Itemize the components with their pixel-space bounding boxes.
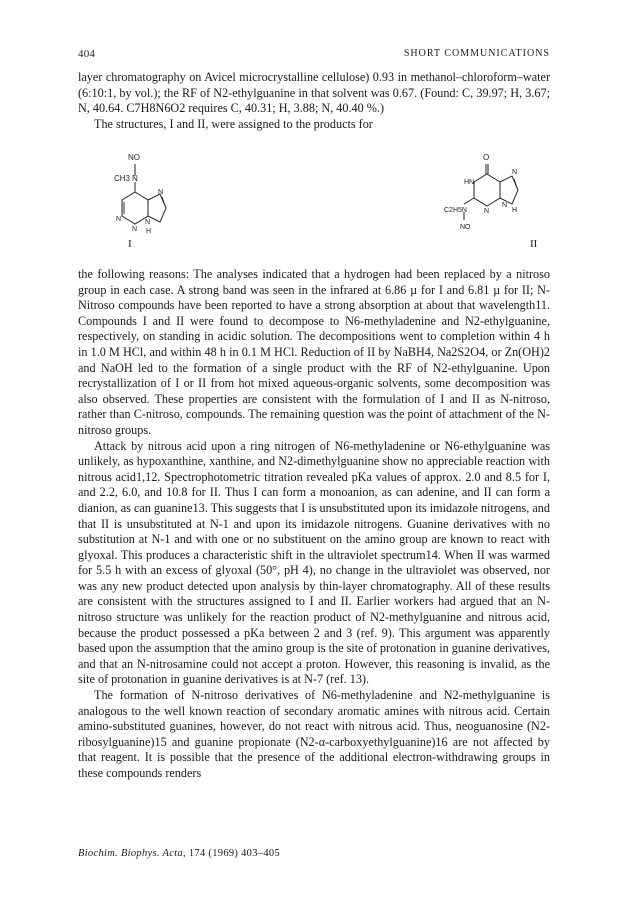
ring-nitrogen-label: N [145,219,151,226]
journal-footer [78,848,280,859]
structure-figure [78,150,550,262]
compound-i-structure [108,150,218,262]
compound-ii-label: II [530,238,538,250]
compound-i-label: I [128,238,132,250]
body-text [78,267,550,782]
ethylamino-label: C2H5N [444,207,467,214]
paragraph: Attack by nitrous acid upon a ring nitrogen of N6-methyladenine or N6-ethylguanine was unlikely, as hypoxanthine, xanthine, and N2-dimethylguanine show no appreciable reaction with nitrous acid1,12. Spectrophotometric titration revealed pKa values of approx. 2.0 and 8.5 for I, and 2.2, 6.0, and 10.8 for II. Thus I can form a monoanion, as can adenine, and II can form a dianion, as can guanine13. This suggests that I is unsubstituted upon its imidazole nitrogens, and that II is unsubstituted at N-1 and upon its imidazole nitrogens. Guanine derivatives with no substitution at N-1 and with one or no substituent on the amino group are known to react with glyoxal. This produces a characteristic shift in the ultraviolet spectrum14. When II was warmed for 5.5 h with an excess of glyoxal (50°, pH 4), no change in the ultraviolet was observed, nor was any new product detected upon analysis by thin-layer chromatography. All of these results are consistent with the structures assigned to I and II. Earlier workers had argued that an N-nitroso structure was unlikely for the reaction product of N2-methylguanine and nitrous acid, because the product possessed a pKa between 2 and 3 (ref. 9). This argument was apparently based upon the assumption that the amino group is the site of protonation in guanine derivatives, and that an N-nitrosamine could not accept a proton. However, this reasoning is invalid, as the site of protonation in guanine derivatives is at N-7 (ref. 13). [78,438,550,687]
nitroso-label: NO [128,153,140,162]
intro-text [78,70,550,132]
ring-nitrogen-label: N [132,226,138,233]
amine-nitrogen-label: N [132,174,138,183]
paragraph: The structures, I and II, were assigned to the products for [94,116,373,131]
running-header [78,48,550,62]
hn-label: HN [464,179,475,186]
running-title: SHORT COMMUNICATIONS [403,48,550,59]
compound-ii-structure [408,150,550,262]
paragraph: The formation of N-nitroso derivatives of N6-methyladenine and N2-methylguanine is analogous to the well known reaction of secondary aromatic amines with nitrous acid. Certain amino-substituted guanines, however, do not react with nitrous acid. Thus, neoguanosine (N2-ribosylguanine)15 and guanine propionate (N2-α-carboxyethylguanine)16 are not affected by that reagent. It is possible that the presence of the additional electron-withdrawing groups in these compounds renders [78,688,550,780]
methyl-label: CH3 [114,174,131,183]
paragraph: the following reasons: The analyses indicated that a hydrogen had been replaced by a nitroso group in each case. A strong band was seen in the infrared at 6.86 µ for I and 6.81 µ for II; N-Nitroso compounds have been reported to have a strong absorption at about that wavelength11. Compounds I and II were found to decompose to N6-methyladenine and N2-ethylguanine, respectively, on standing in acidic solution. The decompositions went to completion within 4 h in 1.0 M HCl, and within 48 h in 0.1 M HCl. Reduction of II by NaBH4, Na2S2O4, or Zn(OH)2 and NaOH led to the formation of a single product with the RF of N2-ethylguanine. Upon recrystallization of I or II from hot mixed aqueous-organic solvents, some decomposition was also observed. These properties are consistent with the formulation of I and II as N-nitroso, rather than C-nitroso, compounds. The remaining question was the point of attachment of the N-nitroso groups. [78,267,550,437]
ring-nitrogen-label: N [158,189,164,196]
journal-name: Biochim. Biophys. Acta, [78,848,186,859]
oxo-label: O [483,153,490,162]
hydrogen-label: H [146,228,152,235]
ring-nitrogen-label: N [502,202,508,209]
ring-nitrogen-label: N [116,216,122,223]
ring-nitrogen-label: N [484,208,490,215]
journal-citation: 174 (1969) 403–405 [188,848,280,859]
ring-nitrogen-label: N [512,169,518,176]
hydrogen-label: H [512,207,518,214]
page-number: 404 [78,48,96,60]
nitroso-label: NO [460,224,471,231]
paragraph: layer chromatography on Avicel microcrystalline cellulose) 0.93 in methanol–chloroform–water (6:10:1, by vol.); the RF of N2-ethylguanine in that solvent was 0.67. (Found: C, 39.97; H, 3.67; N, 40.64. C7H8N6O2 requires C, 40.31; H, 3.88; N, 40.40 %.) [78,70,550,116]
